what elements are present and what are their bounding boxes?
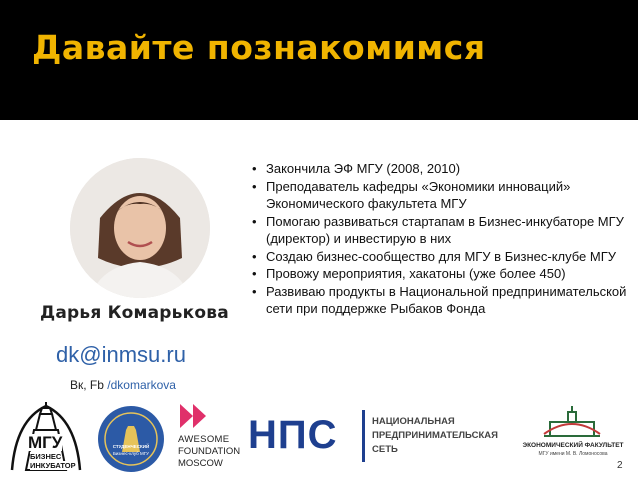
- bullet-item: [250, 160, 630, 178]
- bio-bullet-list: [250, 160, 630, 318]
- bullet-item: [250, 213, 630, 248]
- student-club-logo: [96, 404, 166, 474]
- bullet-item: [250, 265, 630, 283]
- bullet-text: Закончила ЭФ МГУ (2008, 2010): [266, 161, 461, 176]
- mgu-logo-text: МГУ: [28, 433, 63, 452]
- social-handle-link[interactable]: /dkomarkova: [107, 378, 176, 392]
- mgu-logo-subtext-2: ИНКУБАТОР: [30, 461, 76, 470]
- econ-text-1: ЭКОНОМИЧЕСКИЙ ФАКУЛЬТЕТ: [522, 442, 624, 449]
- social-links: [70, 378, 176, 392]
- awesome-foundation-logo: [176, 404, 240, 474]
- social-prefix: Вк, Fb: [70, 378, 108, 392]
- bullet-item: [250, 178, 630, 213]
- club-logo-text-1: СТУДЕНЧЕСКИЙ: [112, 444, 150, 449]
- awesome-text-2: FOUNDATION: [178, 446, 241, 457]
- bullet-text: Провожу мероприятия, хакатоны (уже более 450): [266, 266, 566, 281]
- bullet-icon: •: [252, 178, 257, 194]
- bullet-icon: •: [252, 161, 257, 176]
- person-photo-icon: [70, 158, 210, 298]
- fast-forward-icon: [180, 404, 210, 428]
- mgu-incubator-logo: [6, 400, 86, 476]
- nps-abbr: НПС: [248, 413, 338, 457]
- page-number: 2: [617, 460, 623, 471]
- nps-logo: [248, 410, 518, 470]
- nps-text-1: НАЦИОНАЛЬНАЯ: [372, 416, 455, 427]
- club-emblem-icon: [96, 404, 166, 474]
- faculty-building-icon: [542, 404, 602, 438]
- slide-header: [0, 0, 638, 120]
- bullet-item: [250, 248, 630, 266]
- club-logo-text-2: Бизнес-клуб МГУ: [112, 451, 150, 456]
- econ-faculty-logo: [518, 404, 628, 464]
- bullet-text: Развиваю продукты в Национальной предпринимательской сети при поддержке Рыбаков Фонда: [266, 283, 627, 316]
- email-link[interactable]: dk@inmsu.ru: [56, 342, 186, 367]
- bullet-icon: •: [252, 213, 257, 229]
- nps-text-2: ПРЕДПРИНИМАТЕЛЬСКАЯ: [372, 430, 498, 441]
- bullet-icon: •: [252, 266, 257, 281]
- profile-photo: [70, 158, 210, 298]
- bullet-item: [250, 283, 630, 318]
- mgu-logo-subtext-1: БИЗНЕС: [30, 452, 62, 461]
- nps-text-3: СЕТЬ: [372, 444, 398, 455]
- profile-name: Дарья Комарькова: [40, 303, 229, 323]
- bullet-icon: •: [252, 248, 257, 264]
- nps-divider: [362, 410, 365, 462]
- econ-text-2: МГУ имени М. В. Ломоносова: [538, 451, 608, 457]
- awesome-text-3: MOSCOW: [178, 458, 223, 469]
- awesome-text-1: AWESOME: [178, 434, 230, 445]
- slide-title: Давайте познакомимся: [32, 28, 486, 67]
- bullet-text: Преподаватель кафедры «Экономики инноваций» Экономического факультета МГУ: [266, 178, 571, 211]
- bullet-text: Помогаю развиваться стартапам в Бизнес-инкубаторе МГУ (директор) и инвестирую в них: [266, 213, 624, 246]
- bullet-icon: •: [252, 283, 257, 299]
- bullet-text: Создаю бизнес-сообщество для МГУ в Бизнес-клубе МГУ: [266, 248, 617, 264]
